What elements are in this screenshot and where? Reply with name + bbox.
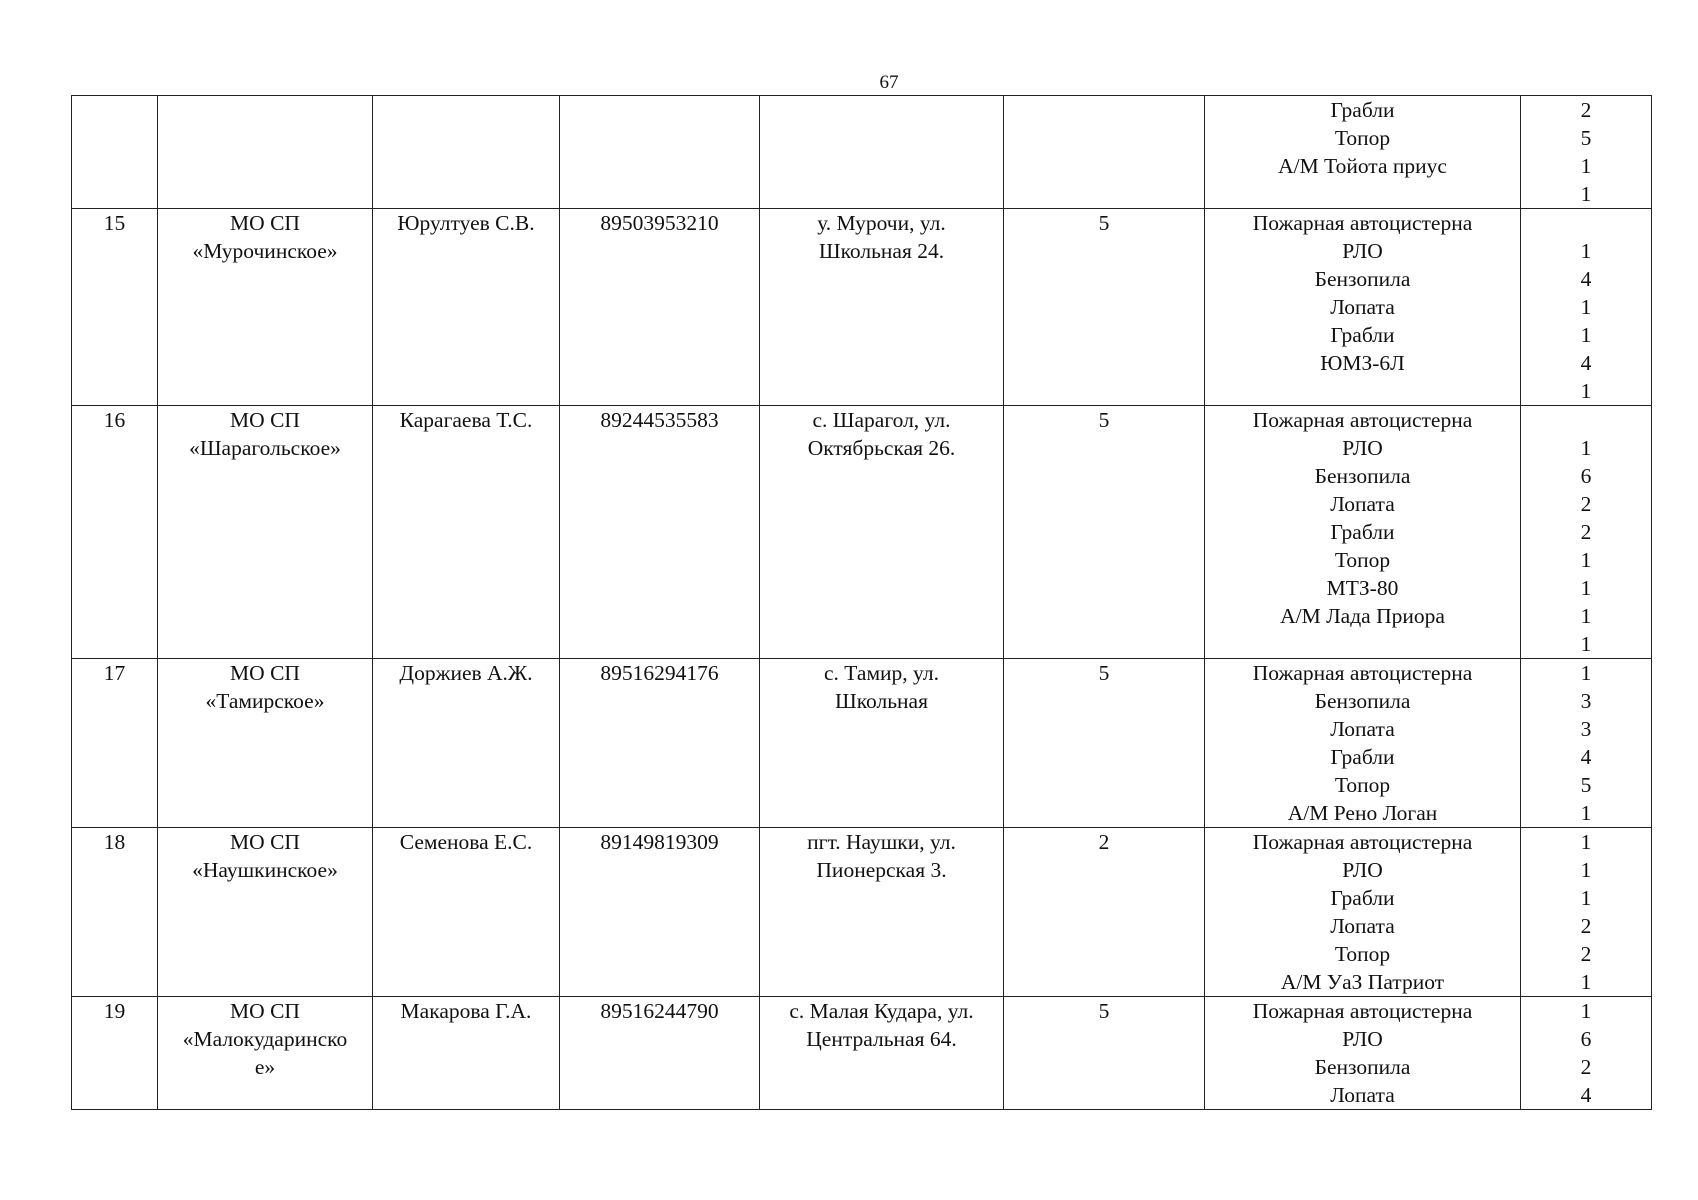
- equipment-item: А/М Лада Приора: [1280, 604, 1445, 628]
- address-cell: [760, 96, 1004, 209]
- phone-cell: [560, 997, 760, 1110]
- equipment-item: Грабли: [1330, 323, 1395, 347]
- phone-number: 89516244790: [600, 999, 719, 1023]
- equipment-quantity: 6: [1580, 464, 1592, 488]
- equipment-quantity: 1: [1580, 999, 1592, 1023]
- equipment-quantity: 1: [1580, 576, 1592, 600]
- row-number: 17: [103, 661, 126, 685]
- equipment-item: Лопата: [1330, 914, 1395, 938]
- equipment-item: Топор: [1334, 773, 1391, 797]
- equipment-item: Топор: [1334, 942, 1391, 966]
- equipment-quantity: 2: [1580, 942, 1592, 966]
- equipment-item: Грабли: [1330, 520, 1395, 544]
- address-cell: [760, 209, 1004, 406]
- address-cell: [760, 828, 1004, 997]
- organization-cell: [158, 406, 373, 659]
- address-line: Школьная 24.: [818, 239, 945, 263]
- organization-cell: [158, 828, 373, 997]
- organization-name-line: МО СП: [230, 830, 300, 854]
- quantity-cell: [1521, 997, 1652, 1110]
- head-name: Макарова Г.А.: [400, 999, 532, 1023]
- phone-number: 89149819309: [600, 830, 719, 854]
- head-name: Семенова Е.С.: [399, 830, 533, 854]
- address-cell: [760, 659, 1004, 828]
- personnel-count: 5: [1098, 999, 1110, 1023]
- equipment-item: РЛО: [1342, 436, 1383, 460]
- table-row: [72, 828, 1652, 997]
- organization-cell: [158, 659, 373, 828]
- head-name-cell: [373, 828, 560, 997]
- organization-cell: [158, 209, 373, 406]
- personnel-count-cell: [1004, 209, 1205, 406]
- row-number: 15: [103, 211, 126, 235]
- equipment-quantity: 1: [1580, 886, 1592, 910]
- quantity-cell: [1521, 406, 1652, 659]
- equipment-quantity: [1525, 209, 1647, 237]
- organization-name-line: «Шарагольское»: [189, 436, 341, 460]
- equipment-quantity: 1: [1580, 548, 1592, 572]
- head-name-cell: [373, 96, 560, 209]
- equipment-item: МТЗ-80: [1326, 576, 1399, 600]
- equipment-quantity: 1: [1580, 632, 1592, 656]
- equipment-table: [71, 95, 1652, 1110]
- organization-name-line: МО СП: [230, 999, 300, 1023]
- row-number-cell: [72, 96, 158, 209]
- personnel-count-cell: [1004, 997, 1205, 1110]
- equipment-cell: [1205, 96, 1521, 209]
- equipment-quantity: 1: [1580, 436, 1592, 460]
- quantity-cell: [1521, 96, 1652, 209]
- organization-name-line: «Мурочинское»: [192, 239, 338, 263]
- quantity-cell: [1521, 828, 1652, 997]
- equipment-item: Бензопила: [1314, 464, 1411, 488]
- equipment-item: Лопата: [1330, 295, 1395, 319]
- phone-cell: [560, 828, 760, 997]
- equipment-item: Грабли: [1330, 886, 1395, 910]
- personnel-count-cell: [1004, 828, 1205, 997]
- equipment-item: Пожарная автоцистерна: [1252, 211, 1473, 235]
- equipment-quantity: 2: [1580, 98, 1592, 122]
- equipment-quantity: 1: [1580, 830, 1592, 854]
- personnel-count: 2: [1098, 830, 1110, 854]
- personnel-count-cell: [1004, 96, 1205, 209]
- equipment-quantity: 2: [1580, 914, 1592, 938]
- head-name: Доржиев А.Ж.: [399, 661, 533, 685]
- equipment-item: РЛО: [1342, 239, 1383, 263]
- equipment-item: Лопата: [1330, 717, 1395, 741]
- equipment-item: Бензопила: [1314, 267, 1411, 291]
- table-row: [72, 209, 1652, 406]
- organization-cell: [158, 997, 373, 1110]
- equipment-quantity: 1: [1580, 323, 1592, 347]
- equipment-quantity: 5: [1580, 773, 1592, 797]
- equipment-quantity: 2: [1580, 520, 1592, 544]
- address-line: с. Шарагол, ул.: [812, 408, 951, 432]
- address-line: с. Тамир, ул.: [824, 661, 939, 685]
- organization-cell: [158, 96, 373, 209]
- equipment-quantity: 1: [1580, 182, 1592, 206]
- equipment-item: Пожарная автоцистерна: [1252, 408, 1473, 432]
- organization-name-line: МО СП: [230, 661, 300, 685]
- table-body: [72, 96, 1652, 1110]
- equipment-quantity: 1: [1580, 379, 1592, 403]
- quantity-cell: [1521, 209, 1652, 406]
- phone-number: 89516294176: [600, 661, 719, 685]
- head-name-cell: [373, 659, 560, 828]
- row-number: 19: [103, 999, 126, 1023]
- equipment-item: РЛО: [1342, 858, 1383, 882]
- page-number: 67: [879, 72, 899, 93]
- address-line: Школьная: [835, 689, 928, 713]
- row-number: 18: [103, 830, 126, 854]
- equipment-item: Грабли: [1330, 745, 1395, 769]
- personnel-count-cell: [1004, 659, 1205, 828]
- equipment-item: Грабли: [1330, 98, 1395, 122]
- personnel-count: 5: [1098, 211, 1110, 235]
- address-line: Пионерская 3.: [816, 858, 947, 882]
- equipment-item: А/М Рено Логан: [1287, 801, 1438, 825]
- personnel-count: 5: [1098, 661, 1110, 685]
- table-row: [72, 659, 1652, 828]
- personnel-count-cell: [1004, 406, 1205, 659]
- row-number-cell: [72, 997, 158, 1110]
- address-line: с. Малая Кудара, ул.: [789, 999, 974, 1023]
- equipment-quantity: [1525, 406, 1647, 434]
- row-number-cell: [72, 659, 158, 828]
- phone-cell: [560, 406, 760, 659]
- organization-name-line: «Тамирское»: [205, 689, 325, 713]
- address-line: Центральная 64.: [806, 1027, 957, 1051]
- address-line: Октябрьская 26.: [807, 436, 956, 460]
- head-name: Юрултуев С.В.: [397, 211, 535, 235]
- equipment-quantity: 1: [1580, 970, 1592, 994]
- table-row: [72, 997, 1652, 1110]
- equipment-quantity: 2: [1580, 492, 1592, 516]
- row-number-cell: [72, 406, 158, 659]
- row-number-cell: [72, 828, 158, 997]
- equipment-quantity: 1: [1580, 295, 1592, 319]
- personnel-count: 5: [1098, 408, 1110, 432]
- equipment-quantity: 4: [1580, 351, 1592, 375]
- equipment-item: Бензопила: [1314, 1055, 1411, 1079]
- equipment-quantity: 6: [1580, 1027, 1592, 1051]
- table-row: [72, 406, 1652, 659]
- equipment-quantity: 5: [1580, 126, 1592, 150]
- equipment-item: Лопата: [1330, 492, 1395, 516]
- organization-name-line: е»: [254, 1055, 276, 1079]
- equipment-item: Пожарная автоцистерна: [1252, 999, 1473, 1023]
- address-line: у. Мурочи, ул.: [817, 211, 946, 235]
- row-number-cell: [72, 209, 158, 406]
- equipment-quantity: 3: [1580, 717, 1592, 741]
- row-number: 16: [103, 408, 126, 432]
- equipment-quantity: 3: [1580, 689, 1592, 713]
- equipment-cell: [1205, 828, 1521, 997]
- equipment-quantity: 4: [1580, 1083, 1592, 1107]
- quantity-cell: [1521, 659, 1652, 828]
- head-name-cell: [373, 209, 560, 406]
- equipment-item: Лопата: [1330, 1083, 1395, 1107]
- equipment-quantity: 2: [1580, 1055, 1592, 1079]
- address-cell: [760, 406, 1004, 659]
- head-name-cell: [373, 406, 560, 659]
- equipment-item: Топор: [1334, 548, 1391, 572]
- phone-cell: [560, 96, 760, 209]
- phone-cell: [560, 659, 760, 828]
- equipment-item: Пожарная автоцистерна: [1252, 661, 1473, 685]
- phone-number: 89503953210: [600, 211, 719, 235]
- organization-name-line: МО СП: [230, 408, 300, 432]
- address-cell: [760, 997, 1004, 1110]
- equipment-quantity: 4: [1580, 745, 1592, 769]
- equipment-cell: [1205, 997, 1521, 1110]
- equipment-quantity: 1: [1580, 858, 1592, 882]
- equipment-item: ЮМЗ-6Л: [1320, 351, 1405, 375]
- equipment-cell: [1205, 659, 1521, 828]
- equipment-item: А/М Тойота приус: [1278, 154, 1447, 178]
- organization-name-line: МО СП: [230, 211, 300, 235]
- equipment-quantity: 4: [1580, 267, 1592, 291]
- equipment-item: РЛО: [1342, 1027, 1383, 1051]
- equipment-quantity: 1: [1580, 661, 1592, 685]
- phone-cell: [560, 209, 760, 406]
- head-name-cell: [373, 997, 560, 1110]
- table-row: [72, 96, 1652, 209]
- equipment-cell: [1205, 406, 1521, 659]
- organization-name-line: «Малокударинско: [182, 1027, 348, 1051]
- equipment-item: Пожарная автоцистерна: [1252, 830, 1473, 854]
- equipment-item: Топор: [1334, 126, 1391, 150]
- equipment-quantity: 1: [1580, 239, 1592, 263]
- phone-number: 89244535583: [600, 408, 719, 432]
- equipment-cell: [1205, 209, 1521, 406]
- equipment-item: А/М УаЗ Патриот: [1280, 970, 1445, 994]
- address-line: пгт. Наушки, ул.: [807, 830, 956, 854]
- equipment-item: Бензопила: [1314, 689, 1411, 713]
- head-name: Карагаева Т.С.: [399, 408, 533, 432]
- equipment-quantity: 1: [1580, 604, 1592, 628]
- equipment-quantity: 1: [1580, 154, 1592, 178]
- organization-name-line: «Наушкинское»: [192, 858, 338, 882]
- equipment-quantity: 1: [1580, 801, 1592, 825]
